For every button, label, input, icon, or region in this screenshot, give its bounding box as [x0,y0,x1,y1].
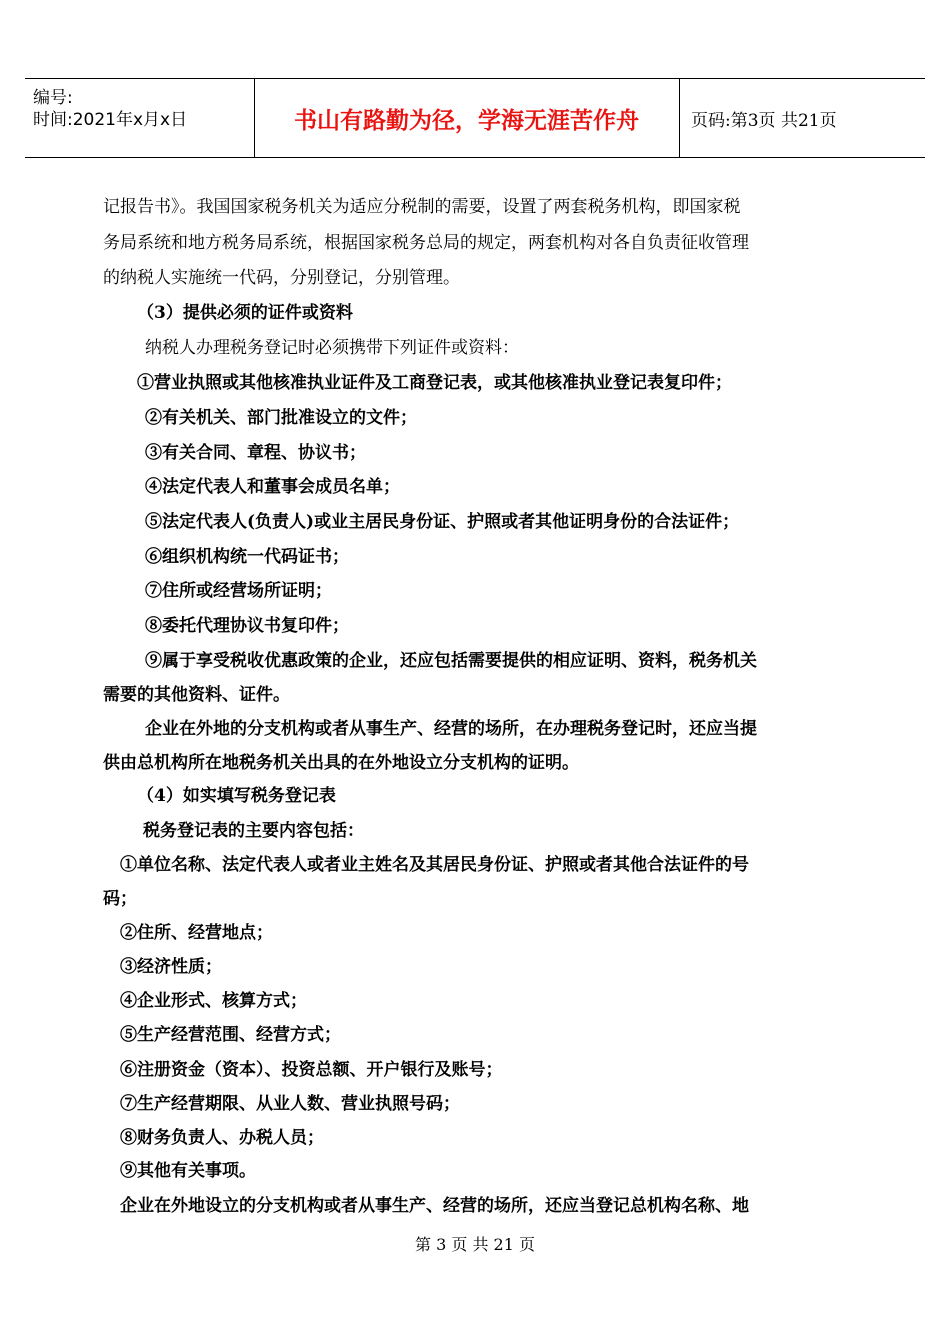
section-heading: （4）如实填写税务登记表 [137,786,336,806]
list-item: ⑦住所或经营场所证明； [145,581,332,601]
list-item: ⑥组织机构统一代码证书； [145,547,349,567]
header-page-info: 页码:第3页 共21页 [691,111,837,131]
list-item: ①单位名称、法定代表人或者业主姓名及其居民身份证、护照或者其他合法证件的号 [120,855,749,875]
header-meta-cell [25,79,255,157]
header-motto-cell [254,79,680,157]
list-item: 需要的其他资料、证件。 [103,685,290,705]
body-line: 务局系统和地方税务局系统，根据国家税务总局的规定，两套机构对各自负责征收管理 [103,233,749,253]
body-line: 供由总机构所在地税务机关出具的在外地设立分支机构的证明。 [103,753,579,773]
list-item: ⑥注册资金（资本）、投资总额、开户银行及账号； [120,1060,503,1080]
list-item: ②有关机关、部门批准设立的文件； [145,408,417,428]
section-heading: （3）提供必须的证件或资料 [137,303,353,323]
body-line: 税务登记表的主要内容包括： [143,821,364,841]
list-item: ⑧财务负责人、办税人员； [120,1128,324,1148]
page-header [25,78,925,158]
list-item: ⑤生产经营范围、经营方式； [120,1025,341,1045]
list-item: ③有关合同、章程、协议书； [145,443,366,463]
list-item: ⑨其他有关事项。 [120,1161,256,1181]
header-motto: 书山有路勤为径，学海无涯苦作舟 [294,108,639,134]
list-item: ⑧委托代理协议书复印件； [145,616,349,636]
body-line: 记报告书》。我国国家税务机关为适应分税制的需要，设置了两套税务机构，即国家税 [103,197,741,217]
body-line: 企业在外地设立的分支机构或者从事生产、经营的场所，还应当登记总机构名称、地 [120,1196,749,1216]
document-number-label: 编号: [33,88,73,108]
document-time-label: 时间:2021年x月x日 [33,110,188,130]
list-item: ③经济性质； [120,957,222,977]
header-page-cell [679,79,925,157]
list-item: ⑨属于享受税收优惠政策的企业，还应包括需要提供的相应证明、资料，税务机关 [145,651,757,671]
page-footer: 第 3 页 共 21 页 [415,1235,535,1254]
list-item: ①营业执照或其他核准执业证件及工商登记表，或其他核准执业登记表复印件； [137,373,732,393]
list-item: ④企业形式、核算方式； [120,991,307,1011]
body-line: 企业在外地的分支机构或者从事生产、经营的场所，在办理税务登记时，还应当提 [145,719,757,739]
list-item: ⑤法定代表人(负责人)或业主居民身份证、护照或者其他证明身份的合法证件； [145,512,740,532]
body-line: 纳税人办理税务登记时必须携带下列证件或资料： [145,338,519,358]
list-item: ④法定代表人和董事会成员名单； [145,477,400,497]
body-line: 的纳税人实施统一代码，分别登记，分别管理。 [103,268,460,288]
list-item: ⑦生产经营期限、从业人数、营业执照号码； [120,1094,460,1114]
list-item: 码； [103,889,137,909]
list-item: ②住所、经营地点； [120,923,273,943]
